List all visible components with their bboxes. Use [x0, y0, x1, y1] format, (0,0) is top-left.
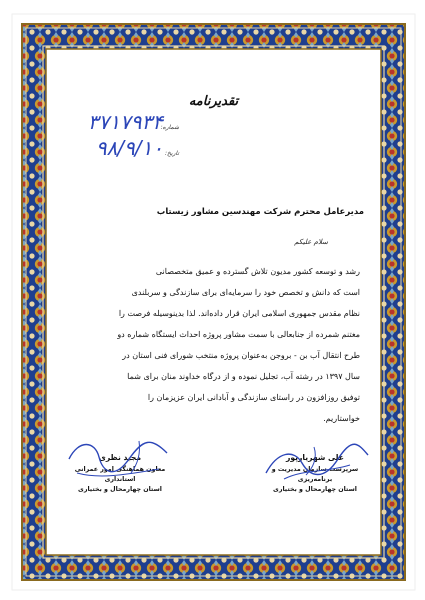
certificate-sheet — [47, 50, 380, 554]
certificate-body — [64, 261, 360, 429]
body-line: مغتنم شمرده از جنابعالی با سمت مشاور پروژه احداث ایستگاه شماره دو — [117, 330, 360, 339]
handwritten-signature — [254, 429, 376, 489]
signature-block-left — [59, 453, 181, 495]
signature-block-right — [254, 453, 376, 495]
date-label: تاریخ: — [165, 150, 179, 157]
signer-org: استان چهارمحال و بختیاری — [273, 486, 357, 493]
number-label: شماره: — [160, 124, 179, 131]
signer-name: مجید نظری — [98, 453, 142, 462]
certificate-number: ۳۷۱۷۹۳۴ — [87, 110, 163, 134]
recipient-line: مدیرعامل محترم شرکت مهندسین مشاور زیستاب — [156, 207, 364, 217]
body-line: نظام مقدس جمهوری اسلامی ایران قرار داده‌اند. لذا بدینوسیله فرصت را — [118, 309, 360, 318]
body-line: طرح انتقال آب بن - بروجن به‌عنوان پروژه منتخب شورای فنی استان در — [122, 351, 360, 360]
certificate-date: ۹۸/۹/۱۰ — [95, 136, 163, 160]
body-line: است که دانش و تخصص خود را سرمایه‌ای برای سازندگی و سربلندی — [131, 288, 360, 297]
certificate-title: تقدیرنامه — [188, 94, 239, 109]
body-line: رشد و توسعه کشور مدیون تلاش گسترده و عمیق متخصصانی — [155, 267, 360, 276]
signer-name: علی شهریارپور — [286, 453, 344, 462]
signer-title: سرپرست سازمان مدیریت و برنامه‌ریزی — [271, 466, 359, 483]
signer-title: معاون هماهنگی امور عمرانی استانداری — [74, 466, 166, 483]
handwritten-signature — [59, 429, 181, 489]
body-line: توفیق روزافزون در راستای سازندگی و آبادانی ایران عزیزمان را — [147, 393, 360, 402]
body-line: سال ۱۳۹۷ در رشته آب، تجلیل نموده و از درگاه خداوند منان برای شما — [127, 372, 360, 381]
body-line: خواستاریم. — [323, 414, 360, 423]
greeting: سلام علیکم — [294, 238, 328, 246]
signer-org: استان چهارمحال و بختیاری — [78, 486, 162, 493]
